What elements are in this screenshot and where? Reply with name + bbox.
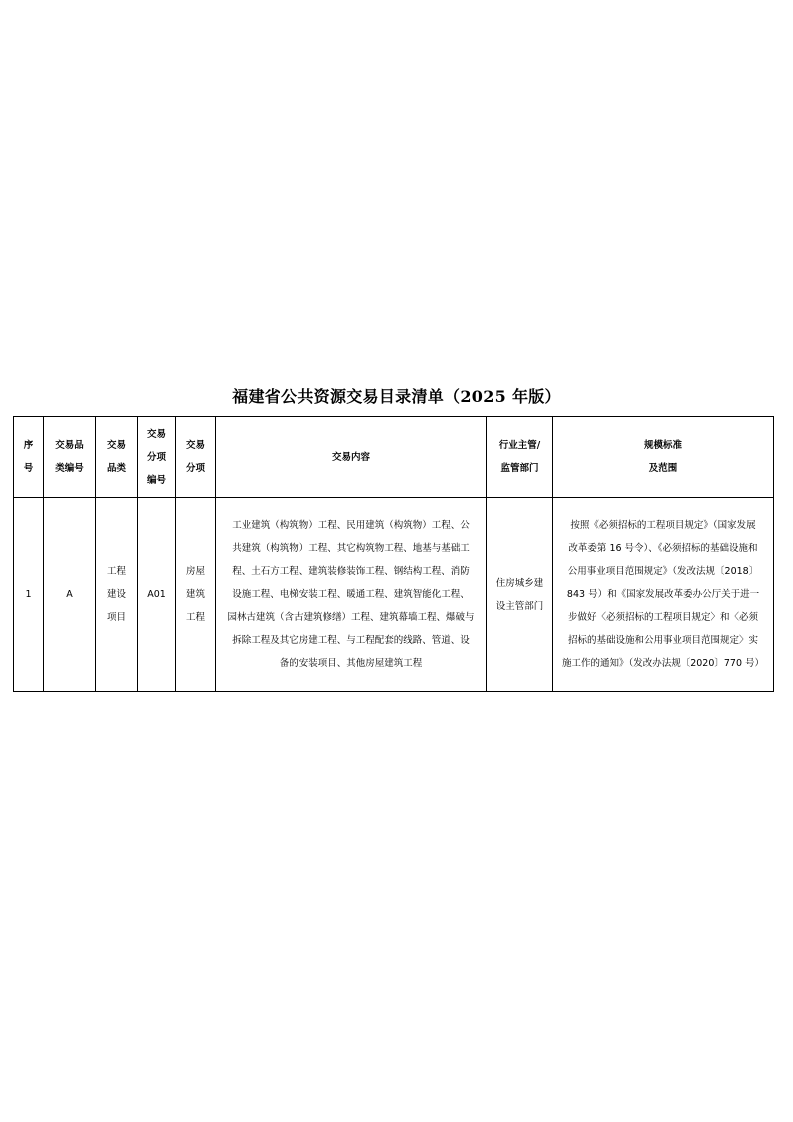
catalog-table (13, 416, 774, 692)
header-authority: 行业主管/ 监管部门 (487, 417, 553, 498)
cell-subitem-code: A01 (138, 498, 176, 692)
table-row (14, 498, 774, 692)
document-title: 福建省公共资源交易目录清单（2025 年版） (232, 387, 561, 406)
header-subitem: 交易 分项 (176, 417, 216, 498)
cell-category-code: A (44, 498, 96, 692)
header-category-code: 交易品 类编号 (44, 417, 96, 498)
cell-category: 工程 建设 项目 (96, 498, 138, 692)
header-standard: 规模标准 及范围 (553, 417, 774, 498)
cell-seq: 1 (14, 498, 44, 692)
cell-subitem: 房屋 建筑 工程 (176, 498, 216, 692)
table-header-row (14, 417, 774, 498)
header-content: 交易内容 (216, 417, 487, 498)
header-category: 交易 品类 (96, 417, 138, 498)
cell-standard: 按照《必须招标的工程项目规定》（国家发展 改革委第 16 号令）、《必须招标的基础设施和 公用事业项目范围规定》（发改法规〔2018〕 843 号）和《国家发展改革委办公厅关于进一 步做好〈必须招标的工程项目规定〉和〈必须 招标的基础设施和公用事业项目范围规定〉实 施工作的通知》（发改办法规〔2020〕770 号） (553, 498, 774, 692)
header-seq: 序 号 (14, 417, 44, 498)
header-subitem-code: 交易 分项 编号 (138, 417, 176, 498)
cell-content: 工业建筑（构筑物）工程、民用建筑（构筑物）工程、公 共建筑（构筑物）工程、其它构筑物工程、地基与基础工 程、土石方工程、建筑装修装饰工程、钢结构工程、消防 设施工程、电梯安装工程、暖通工程、建筑智能化工程、 园林古建筑（含古建筑修缮）工程、建筑幕墙工程、爆破与 拆除工程及其它房建工程、与工程配套的线路、管道、设 备的安装项目、其他房屋建筑工程 (216, 498, 487, 692)
cell-authority: 住房城乡建 设主管部门 (487, 498, 553, 692)
